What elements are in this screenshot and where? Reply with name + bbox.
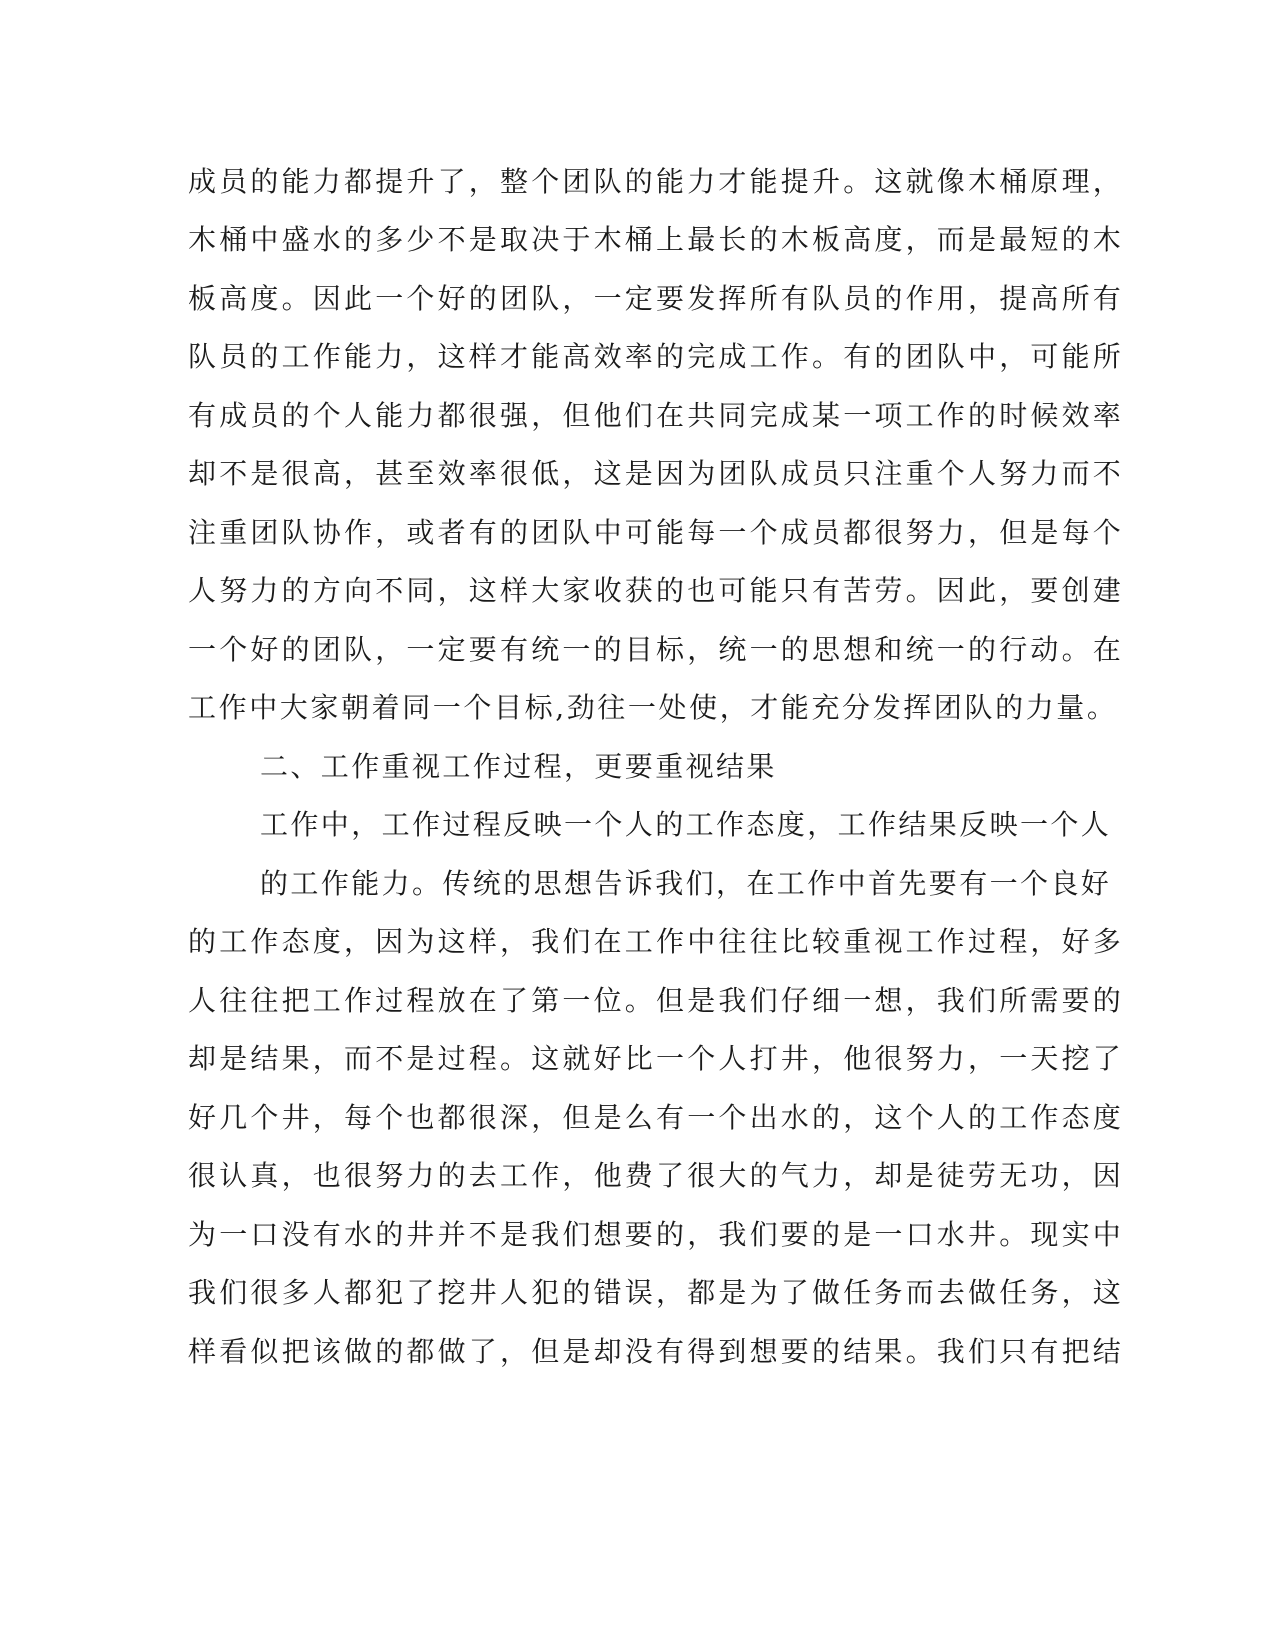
text-line-17: 好几个井，每个也都很深，但是么有一个出水的，这个人的工作态度: [188, 1101, 1125, 1134]
text-line-15: 人往往把工作过程放在了第一位。但是我们仔细一想，我们所需要的: [188, 984, 1125, 1017]
text-line-4: 队员的工作能力，这样才能高效率的完成工作。有的团队中，可能所: [188, 340, 1125, 373]
text-line-3: 板高度。因此一个好的团队，一定要发挥所有队员的作用，提高所有: [188, 282, 1125, 315]
text-line-7: 注重团队协作，或者有的团队中可能每一个成员都很努力，但是每个: [188, 516, 1125, 549]
text-line-5: 有成员的个人能力都很强，但他们在共同完成某一项工作的时候效率: [188, 399, 1125, 432]
text-line-20: 我们很多人都犯了挖井人犯的错误，都是为了做任务而去做任务，这: [188, 1276, 1125, 1309]
text-line-1: 成员的能力都提升了，整个团队的能力才能提升。这就像木桶原理，: [188, 165, 1125, 198]
text-line-8: 人努力的方向不同，这样大家收获的也可能只有苦劳。因此，要创建: [188, 574, 1125, 607]
text-line-18: 很认真，也很努力的去工作，他费了很大的气力，却是徒劳无功，因: [188, 1159, 1125, 1192]
text-line-19: 为一口没有水的井并不是我们想要的，我们要的是一口水井。现实中: [188, 1218, 1125, 1251]
text-line-6: 却不是很高，甚至效率很低，这是因为团队成员只注重个人努力而不: [188, 457, 1125, 490]
text-line-12: 工作中，工作过程反映一个人的工作态度，工作结果反映一个人: [260, 808, 1112, 841]
section-heading: 二、工作重视工作过程，更要重视结果: [260, 750, 777, 783]
text-line-10: 工作中大家朝着同一个目标,劲往一处使，才能充分发挥团队的力量。: [188, 691, 1118, 724]
text-line-21: 样看似把该做的都做了，但是却没有得到想要的结果。我们只有把结: [188, 1335, 1125, 1368]
text-line-9: 一个好的团队，一定要有统一的目标，统一的思想和统一的行动。在: [188, 633, 1125, 666]
text-line-16: 却是结果，而不是过程。这就好比一个人打井，他很努力，一天挖了: [188, 1042, 1125, 1075]
text-line-14: 的工作态度，因为这样，我们在工作中往往比较重视工作过程，好多: [188, 925, 1125, 958]
text-line-13: 的工作能力。传统的思想告诉我们，在工作中首先要有一个良好: [260, 867, 1112, 900]
text-line-2: 木桶中盛水的多少不是取决于木桶上最长的木板高度，而是最短的木: [188, 223, 1125, 256]
